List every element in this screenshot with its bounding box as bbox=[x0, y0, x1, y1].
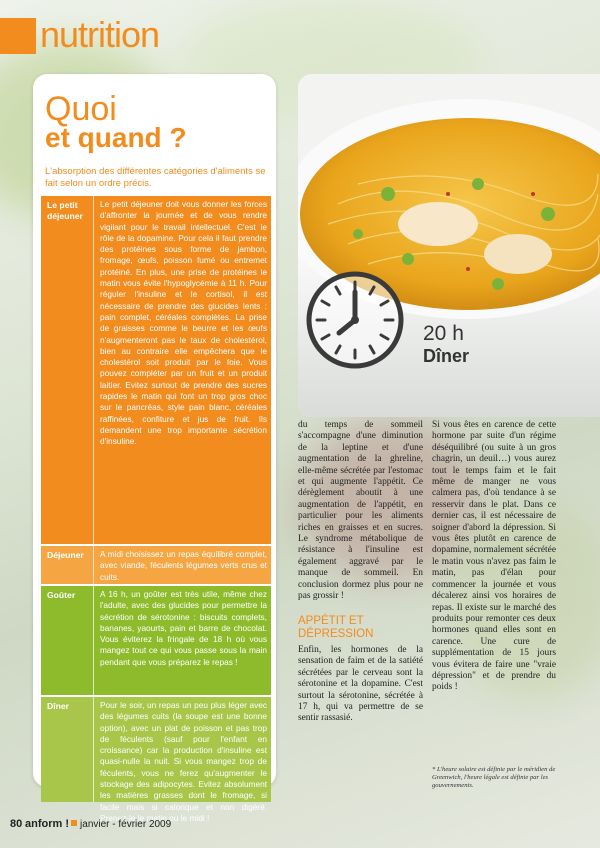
brand-square-icon bbox=[71, 820, 77, 826]
article-column-2: Si vous êtes en carence de cette hormone par suite d'un régime déséquilibré (ou suite à un gros chagrin, un deuil…) vous aurez tout le temps faim et le fait même de manger ne vous calmera pas, d'où tendance à se resservir dans le plat. Dans ce dernier cas, il est nécessaire de soigner d'abord la dépression. Si vous êtes plutôt en carence de dopamine, normalement sécrétée le matin vous n'avez pas faim le matin, pas d'élan pour commencer la journée et vous décalerez ainsi vos horaires de repas. Il existe sur le marché des produits pour remonter ces deux hormones quand elles sont en carence. Une cure de supplémentation de 15 jours vous évitera de faire une "vraie dépression" et de prendre du poids ! bbox=[432, 420, 556, 693]
footnote: * L'heure solaire est définie par le méridien de Greenwich, l'heure légale est définie par les gouvernements. bbox=[432, 766, 556, 789]
article-column-1: du temps de sommeil s'accompagne d'une diminution de la leptine et d'une augmentation de la ghreline, elle-même sécrétée par l'estomac et qui augmente l'appétit. Ce dérèglement aboutit à une augmentation de l'appétit, en particulier pour les aliments riches en graisses et en sucres. Le syndrome métabolique de résistance à l'insuline est également aggravé par le manque de sommeil. En conclusion dormez plus pour ne pas grossir ! bbox=[298, 420, 423, 602]
nutrition-card bbox=[33, 74, 276, 823]
meal-row-snack bbox=[41, 586, 271, 695]
page-number: 80 bbox=[10, 818, 23, 830]
page-footer bbox=[10, 818, 171, 830]
meal-row-lunch bbox=[41, 546, 271, 584]
meal-label: Dîner bbox=[47, 701, 69, 711]
issue-date: janvier - février 2009 bbox=[80, 819, 172, 830]
section-subheading: APPÉTIT ET DÉPRESSION bbox=[298, 615, 374, 640]
article-title-line1: Quoi bbox=[45, 90, 117, 128]
meal-row-breakfast bbox=[41, 196, 271, 544]
clock-icon bbox=[303, 268, 407, 372]
meal-text: A 16 h, un goûter est très utile, même chez l'adulte, avec des glucides pour permettre la sécrétion de sérotonine : biscuits complets, bananes, yaourts, pain et barre de chocolat. Vous éviterez la fringale de 18 h où vous mangez tout ce qui vous passe sous la main pendant que vous préparez le repas ! bbox=[100, 589, 267, 667]
meal-text: Pour le soir, un repas un peu plus léger avec des légumes cuits (la soupe est une bonne option), avec un plat de poisson et pas trop de féculents (sauf pour l'enfant en croissance) car la production d'insuline est quasi-nulle la nuit. Si vous mangez trop de féculents, vous ne ferez qu'augmenter le stockage des adipocytes. Evitez absolument les matières grasses dont le fromage, si facile mais si calorique et non digéré. Prenez-le le matin ou le midi ! bbox=[100, 700, 267, 823]
section-accent-bar bbox=[0, 18, 36, 54]
meal-label: Goûter bbox=[47, 590, 76, 600]
meal-label: Le petit déjeuner bbox=[47, 200, 83, 221]
meal-time: 20 h bbox=[423, 322, 464, 345]
meal-text: A midi choisissez un repas équilibré complet, avec viande, féculents légumes verts crus et cuits. bbox=[100, 549, 267, 582]
meal-name: Dîner bbox=[423, 346, 470, 366]
magazine-brand: anform ! bbox=[25, 818, 70, 830]
meal-text: Le petit déjeuner doit vous donner les forces d'affronter la journée et de vous rendre vigilant pour le travail intellectuel. C'est le rôle de la dopamine. Pour cela il faut prendre des protéines sous forme de jambon, fromage, œufs, poisson fumé ou entremet protéiné. En plus, une prise de protéines le matin vous évite l'hypoglycémie à 11 h. Pour réguler l'insuline et le cortisol, il est nécessaire de prendre des glucides lents : pain complet, céréales complètes. La prise de graisses comme le beurre et les œufs n'augmenteront pas le taux de cholestérol, bien au contraire elle empêchera que le cholestérol soit produit par le foie. Vous pouvez compléter par un fruit et un produit laitier. Evitez surtout de prendre des sucres rapides le matin qui font un trop gros choc sur le pancréas, style pain blanc, céréales raffinées, confiture et jus de fruit. Ils demandent une trop importante sécrétion d'insuline. bbox=[100, 199, 267, 447]
meal-row-dinner bbox=[41, 697, 271, 823]
article-intro: L'absorption des différentes catégories d'aliments se fait selon un ordre précis. bbox=[45, 166, 266, 189]
article-column-1-continued: Enfin, les hormones de la sensation de faim et de la satiété sécrétées par le cerveau sont la sérotonine et la dopamine. C'est surtout la sérotonine, sécrétée à 17 h, qui va permettre de se sentir rassasié. bbox=[298, 645, 423, 724]
section-title: nutrition bbox=[40, 14, 160, 55]
meal-label: Déjeuner bbox=[47, 550, 84, 560]
article-title-line2: et quand ? bbox=[45, 122, 187, 153]
